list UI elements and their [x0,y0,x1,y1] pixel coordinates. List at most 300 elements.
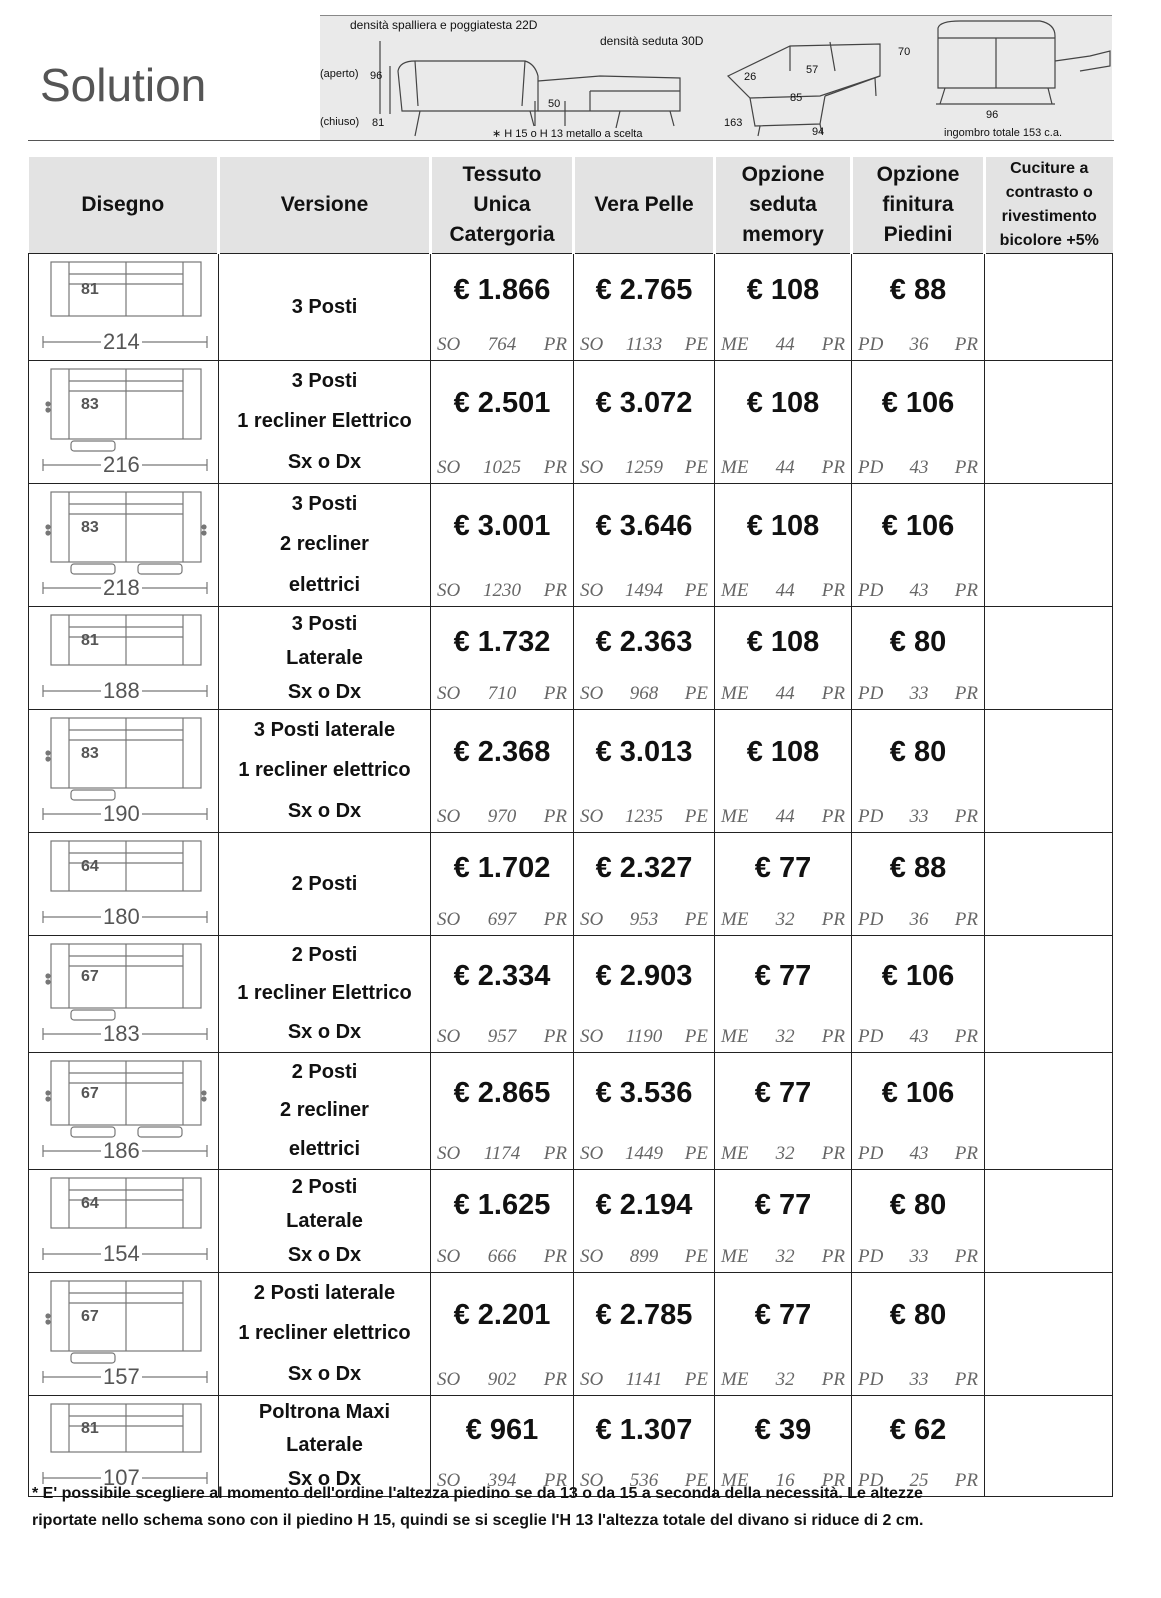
width-label: 190 [103,801,140,826]
stitching-cell [985,361,1113,484]
price-leather-cell [574,1273,715,1396]
product-code [437,1246,567,1268]
label-h96: 96 [370,70,383,82]
header-fabric: Tessuto Unica Catergoria [431,157,574,254]
version-line: Sx o Dx [287,1363,362,1386]
product-code [721,1369,845,1391]
price-leather: € 2.765 [595,274,693,306]
price-fabric: € 1.732 [453,626,551,658]
seat-depth-label: 83 [81,519,99,536]
product-code [437,1369,567,1391]
width-label: 183 [103,1021,140,1046]
stitching-cell [985,254,1113,361]
code-part: PR [821,806,845,827]
code-part: PR [954,1246,978,1267]
label-overall: ingombro totale 153 c.a. [944,127,1063,139]
code-part: 44 [775,334,795,355]
version-line: 1 recliner Elettrico [237,410,412,433]
price-memory-cell [715,607,852,710]
code-part: 899 [629,1246,659,1267]
stitching-cell [985,607,1113,710]
label-d163: 163 [724,117,743,129]
header-leather: Vera Pelle [574,157,715,254]
code-part: 43 [909,1143,929,1164]
code-part: PR [954,1026,978,1047]
code-part: PE [684,1246,708,1267]
product-code [721,457,845,479]
code-part: 697 [487,909,517,930]
product-code [858,580,978,602]
label-d96b: 96 [986,109,999,121]
price-fabric: € 2.865 [453,1077,551,1109]
price-feet: € 80 [889,626,947,658]
seat-depth-label: 81 [81,1420,99,1437]
price-memory: € 77 [754,852,812,884]
product-code [858,909,978,931]
product-code [580,334,708,356]
price-memory: € 108 [746,510,820,542]
drawing-cell [29,936,219,1053]
code-part: PD [858,580,884,601]
code-part: SO [437,1369,461,1390]
price-memory: € 77 [754,1189,812,1221]
price-fabric-cell [431,1053,574,1170]
header-memory: Opzione seduta memory [715,157,852,254]
product-code [580,1246,708,1268]
code-part: SO [580,457,604,478]
title-divider [28,140,1114,141]
price-memory: € 77 [754,1299,812,1331]
label-d94: 94 [812,126,825,138]
code-part: PR [954,334,978,355]
code-part: ME [721,1246,749,1267]
code-part: 44 [775,457,795,478]
price-memory: € 39 [754,1414,812,1446]
price-feet: € 106 [881,387,955,419]
table-row [29,710,1113,833]
product-code [721,909,845,931]
table-row [29,484,1113,607]
price-feet-cell [852,1273,985,1396]
code-part: ME [721,683,749,704]
stitching-cell [985,936,1113,1053]
technical-diagram [320,15,1112,141]
price-fabric-cell [431,254,574,361]
price-table [28,157,1113,1497]
version-line: Sx o Dx [287,451,362,474]
version-line: 2 recliner [280,533,369,556]
code-part: PR [821,334,845,355]
code-part: 764 [487,334,517,355]
code-part: SO [437,683,461,704]
version-cell [219,1170,431,1273]
price-fabric-cell [431,833,574,936]
code-part: ME [721,806,749,827]
code-part: 970 [487,806,517,827]
product-code [858,806,978,828]
product-code [858,1246,978,1268]
code-part: SO [437,580,461,601]
code-part: SO [580,683,604,704]
footnote-line-2: riportate nello schema sono con il piedino H 15, quindi se si sceglie l'H 13 l'altezza totale del divano si riduce di 2 cm. [32,1512,924,1529]
code-part: PR [543,1026,567,1047]
code-part: 968 [629,683,659,704]
code-part: 957 [487,1026,517,1047]
version-line: 2 recliner [280,1099,369,1122]
code-part: 710 [487,683,517,704]
product-code [721,580,845,602]
price-memory-cell [715,484,852,607]
code-part: 44 [775,683,795,704]
code-part: PE [684,1369,708,1390]
price-leather-cell [574,484,715,607]
stitching-cell [985,1053,1113,1170]
version-line: Sx o Dx [287,680,362,703]
price-fabric-cell [431,361,574,484]
code-part: PD [858,334,884,355]
code-part: PE [684,909,708,930]
price-fabric-cell [431,710,574,833]
code-part: PR [821,457,845,478]
product-code [721,683,845,705]
code-part: PD [858,1026,884,1047]
price-leather-cell [574,1170,715,1273]
version-cell [219,484,431,607]
product-code [437,806,567,828]
price-leather-cell [574,607,715,710]
code-part: PR [821,1369,845,1390]
width-label: 107 [103,1465,140,1490]
price-feet-cell [852,361,985,484]
code-part: PR [543,909,567,930]
price-feet: € 80 [889,736,947,768]
price-fabric: € 1.625 [453,1189,551,1221]
version-line: elettrici [288,574,361,597]
drawing-cell [29,1170,219,1273]
version-line: 1 recliner elettrico [238,1322,411,1345]
header-drawing: Disegno [29,157,219,254]
price-fabric: € 2.368 [453,736,551,768]
drawing-cell [29,710,219,833]
code-part: ME [721,457,749,478]
price-leather: € 2.785 [595,1299,693,1331]
version-line: 3 Posti [291,492,358,515]
price-feet: € 106 [881,960,955,992]
code-part: 1133 [625,334,663,355]
code-part: 43 [909,457,929,478]
code-part: 33 [909,1246,929,1267]
code-part: ME [721,909,749,930]
code-part: 44 [775,580,795,601]
code-part: 1259 [625,457,663,478]
price-leather-cell [574,710,715,833]
price-feet: € 88 [889,274,947,306]
product-code [858,457,978,479]
code-part: SO [437,1246,461,1267]
product-code [437,457,567,479]
price-fabric: € 2.334 [453,960,551,992]
version-cell [219,1273,431,1396]
product-code [437,580,567,602]
price-fabric: € 2.201 [453,1299,551,1331]
price-leather-cell [574,361,715,484]
code-part: ME [721,334,749,355]
stitching-cell [985,484,1113,607]
code-part: 32 [775,1143,795,1164]
code-part: 1174 [483,1143,521,1164]
code-part: PE [684,580,708,601]
price-leather-cell [574,254,715,361]
code-part: SO [437,334,461,355]
code-part: PD [858,683,884,704]
price-memory-cell [715,1053,852,1170]
code-part: 1190 [625,1026,663,1047]
price-leather: € 2.327 [595,852,693,884]
code-part: PD [858,1246,884,1267]
price-leather: € 3.536 [595,1077,693,1109]
code-part: PR [954,1470,978,1491]
code-part: 33 [909,683,929,704]
price-feet-cell [852,936,985,1053]
sofa-sketches [320,16,1112,141]
code-part: PR [954,1369,978,1390]
product-code [580,1143,708,1165]
code-part: PR [821,1143,845,1164]
version-line: 3 Posti [291,612,358,635]
code-part: SO [580,1246,604,1267]
code-part: PE [684,457,708,478]
code-part: SO [437,1026,461,1047]
stitching-cell [985,1170,1113,1273]
code-part: 1494 [625,580,663,601]
price-memory-cell [715,1273,852,1396]
code-part: 1230 [483,580,521,601]
code-part: 1141 [625,1369,663,1390]
product-code [858,334,978,356]
price-fabric: € 1.702 [453,852,551,884]
code-part: 394 [487,1470,517,1491]
price-feet: € 106 [881,510,955,542]
label-h81: 81 [372,117,385,129]
code-part: ME [721,1026,749,1047]
code-part: SO [437,806,461,827]
product-code [858,1143,978,1165]
table-row [29,1053,1113,1170]
product-code [858,683,978,705]
code-part: PR [821,909,845,930]
code-part: PR [821,1470,845,1491]
code-part: PR [543,806,567,827]
code-part: PD [858,457,884,478]
price-feet: € 62 [889,1414,947,1446]
seat-depth-label: 64 [81,1195,99,1212]
product-code [721,1143,845,1165]
price-feet: € 106 [881,1077,955,1109]
version-line: Poltrona Maxi [258,1401,391,1424]
price-fabric: € 2.501 [453,387,551,419]
product-code [858,1369,978,1391]
code-part: PD [858,1143,884,1164]
price-feet: € 80 [889,1189,947,1221]
version-cell [219,710,431,833]
product-code [580,806,708,828]
code-part: SO [580,1369,604,1390]
drawing-cell [29,1053,219,1170]
code-part: 32 [775,1369,795,1390]
code-part: PR [954,580,978,601]
code-part: PR [821,1246,845,1267]
price-leather: € 3.013 [595,736,693,768]
price-memory-cell [715,361,852,484]
width-label: 154 [103,1241,140,1266]
header-feet: Opzione finitura Piedini [852,157,985,254]
table-row [29,607,1113,710]
price-fabric-cell [431,607,574,710]
table-row [29,254,1113,361]
product-code [437,334,567,356]
code-part: 36 [909,334,929,355]
table-row [29,361,1113,484]
version-line: 2 Posti [291,1060,358,1083]
width-label: 214 [103,329,140,354]
code-part: SO [437,1143,461,1164]
code-part: PR [954,683,978,704]
seat-depth-label: 81 [81,281,99,298]
code-part: 953 [629,909,659,930]
seat-depth-label: 67 [81,1085,99,1102]
table-body [29,254,1113,1497]
code-part: PR [543,580,567,601]
price-feet-cell [852,254,985,361]
price-feet-cell [852,1053,985,1170]
code-part: 43 [909,580,929,601]
code-part: PR [543,457,567,478]
code-part: PR [543,1369,567,1390]
price-fabric-cell [431,936,574,1053]
price-feet: € 88 [889,852,947,884]
drawing-cell [29,833,219,936]
code-part: 16 [775,1470,795,1491]
price-leather: € 3.072 [595,387,693,419]
product-code [437,683,567,705]
seat-depth-label: 64 [81,858,99,875]
price-leather: € 2.194 [595,1189,693,1221]
version-cell [219,833,431,936]
price-fabric-cell [431,1273,574,1396]
code-part: 43 [909,1026,929,1047]
version-line: 2 Posti laterale [253,1281,396,1304]
seat-depth-label: 83 [81,396,99,413]
version-line: 1 recliner Elettrico [237,982,412,1005]
code-part: PR [821,683,845,704]
code-part: 666 [487,1246,517,1267]
price-leather: € 1.307 [595,1414,693,1446]
product-code [721,334,845,356]
code-part: 33 [909,1369,929,1390]
price-leather-cell [574,833,715,936]
table-row [29,936,1113,1053]
drawing-cell [29,1273,219,1396]
code-part: 32 [775,909,795,930]
price-leather-cell [574,936,715,1053]
stitching-cell [985,710,1113,833]
version-line: Sx o Dx [287,1467,362,1490]
code-part: 32 [775,1026,795,1047]
price-leather: € 3.646 [595,510,693,542]
code-part: PE [684,334,708,355]
code-part: PR [543,334,567,355]
version-cell [219,254,431,361]
code-part: PE [684,683,708,704]
code-part: SO [437,909,461,930]
drawing-cell [29,361,219,484]
price-memory-cell [715,254,852,361]
price-memory-cell [715,936,852,1053]
width-label: 218 [103,575,140,600]
drawing-cell [29,484,219,607]
code-part: PR [954,457,978,478]
label-density-back: densità spalliera e poggiatesta 22D [350,18,538,32]
version-line: 3 Posti [291,295,358,318]
product-code [721,1246,845,1268]
label-d26: 26 [744,71,757,83]
table-row [29,1273,1113,1396]
version-line: Laterale [286,1209,363,1232]
code-part: SO [580,580,604,601]
code-part: PD [858,1470,884,1491]
price-feet-cell [852,607,985,710]
price-memory: € 77 [754,960,812,992]
product-code [721,1026,845,1048]
price-feet-cell [852,1170,985,1273]
code-part: PR [543,1143,567,1164]
code-part: PR [954,1143,978,1164]
price-feet-cell [852,484,985,607]
version-line: Laterale [286,646,363,669]
label-closed: (chiuso) [320,116,360,128]
code-part: PR [954,806,978,827]
version-line: 2 Posti [291,1175,358,1198]
code-part: 32 [775,1246,795,1267]
price-memory: € 108 [746,274,820,306]
version-line: Sx o Dx [287,1243,362,1266]
header-stitching: Cuciture a contrasto o rivestimento bicolore +5% [985,157,1113,254]
code-part: 902 [487,1369,517,1390]
code-part: PE [684,806,708,827]
code-part: 536 [629,1470,659,1491]
label-open: (aperto) [320,68,359,80]
version-line: 2 Posti [291,943,358,966]
product-code [858,1026,978,1048]
version-cell [219,936,431,1053]
label-feet-note: ∗ H 15 o H 13 metallo a scelta [492,128,643,140]
code-part: PE [684,1470,708,1491]
price-fabric: € 961 [465,1414,539,1446]
price-memory: € 108 [746,736,820,768]
version-line: Sx o Dx [287,800,362,823]
seat-depth-label: 81 [81,632,99,649]
footnote-line-1: * E' possibile scegliere al momento dell'ordine l'altezza piedino se da 13 o da 15 a seconda della necessità. Le altezze [32,1485,923,1502]
code-part: SO [580,1143,604,1164]
code-part: ME [721,1470,749,1491]
product-code [721,806,845,828]
code-part: PR [543,1246,567,1267]
price-feet: € 80 [889,1299,947,1331]
price-leather-cell [574,1053,715,1170]
product-code [580,1026,708,1048]
stitching-cell [985,1273,1113,1396]
footnote [32,1480,1112,1534]
